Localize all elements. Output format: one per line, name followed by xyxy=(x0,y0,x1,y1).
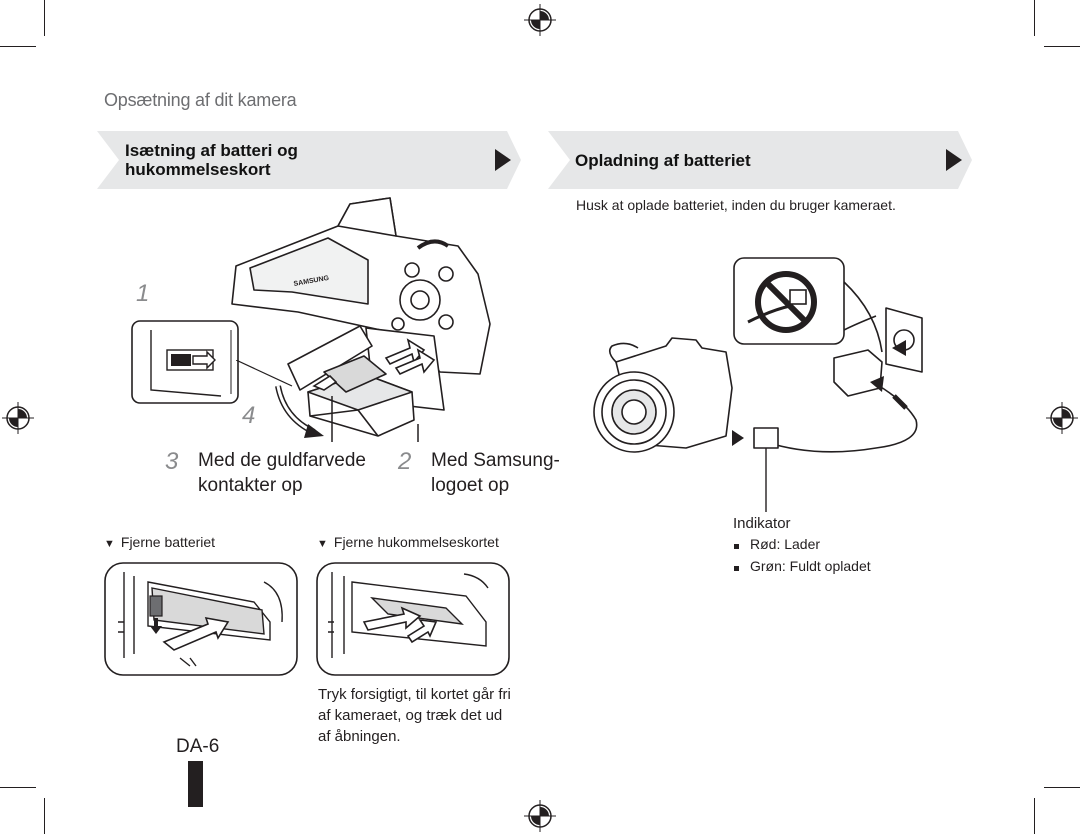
crop-mark xyxy=(1044,46,1080,47)
step2-caption-line2: logoet op xyxy=(431,475,510,496)
step3-caption-line1: Med de guldfarvede xyxy=(198,450,366,471)
step2-caption-line1: Med Samsung- xyxy=(431,450,560,471)
registration-mark-icon xyxy=(524,4,556,36)
camera-brand-label: SAMSUNG xyxy=(293,274,330,288)
remove-card-label xyxy=(317,534,499,550)
triangle-down-icon: ▼ xyxy=(104,538,115,550)
indicator-red-word: Rød xyxy=(750,536,777,552)
card-note-line3: af åbningen. xyxy=(318,728,401,745)
crop-mark xyxy=(1044,787,1080,788)
crop-mark xyxy=(44,798,45,834)
card-removal-note xyxy=(318,684,511,747)
card-note-line1: Tryk forsigtigt, til kortet går fri xyxy=(318,686,511,703)
crop-mark xyxy=(0,46,36,47)
triangle-down-icon: ▼ xyxy=(317,538,328,550)
registration-mark-icon xyxy=(2,402,34,434)
step3-caption xyxy=(198,448,366,498)
step3-caption-line2: kontakter op xyxy=(198,475,303,496)
crop-mark xyxy=(1034,798,1035,834)
indicator-green xyxy=(750,558,871,574)
battery-lock-inset xyxy=(131,320,241,406)
page-tab-marker xyxy=(188,761,203,807)
left-banner-title xyxy=(125,141,298,179)
crop-mark xyxy=(0,787,36,788)
registration-mark-icon xyxy=(1046,402,1078,434)
indicator-red-desc: : Lader xyxy=(776,536,821,552)
bullet-icon xyxy=(734,566,739,571)
indicator-title: Indikator xyxy=(733,515,791,532)
crop-mark xyxy=(1034,0,1035,36)
crop-mark xyxy=(44,0,45,36)
step-number-1: 1 xyxy=(136,280,150,307)
remove-battery-label xyxy=(104,534,215,550)
section-title: Opsætning af dit kamera xyxy=(104,90,297,110)
remove-battery-text: Fjerne batteriet xyxy=(120,534,216,550)
step-number-3: 3 xyxy=(165,448,179,475)
step-number-4: 4 xyxy=(242,402,256,429)
inset-connector-line xyxy=(236,360,296,390)
left-banner-title-line1: Isætning af batteri og xyxy=(125,141,298,160)
step-number-2: 2 xyxy=(398,448,412,475)
right-banner-title: Opladning af batteriet xyxy=(575,151,751,170)
left-banner-title-line2: hukommelseskort xyxy=(125,160,271,179)
remove-card-text: Fjerne hukommelseskortet xyxy=(333,534,499,550)
indicator-green-word: Grøn xyxy=(750,558,782,574)
indicator-green-desc: : Fuldt opladet xyxy=(781,558,871,574)
step2-caption xyxy=(431,448,560,498)
page-number: DA-6 xyxy=(176,736,220,757)
remove-card-illustration xyxy=(316,562,510,676)
charging-illustration xyxy=(576,252,946,512)
bullet-icon xyxy=(734,544,739,549)
remove-battery-illustration xyxy=(104,562,298,676)
indicator-red xyxy=(750,536,820,552)
right-intro-text: Husk at oplade batteriet, inden du bruger kameraet. xyxy=(576,197,896,213)
registration-mark-icon xyxy=(524,800,556,832)
card-note-line2: af kameraet, og træk det ud xyxy=(318,707,503,724)
